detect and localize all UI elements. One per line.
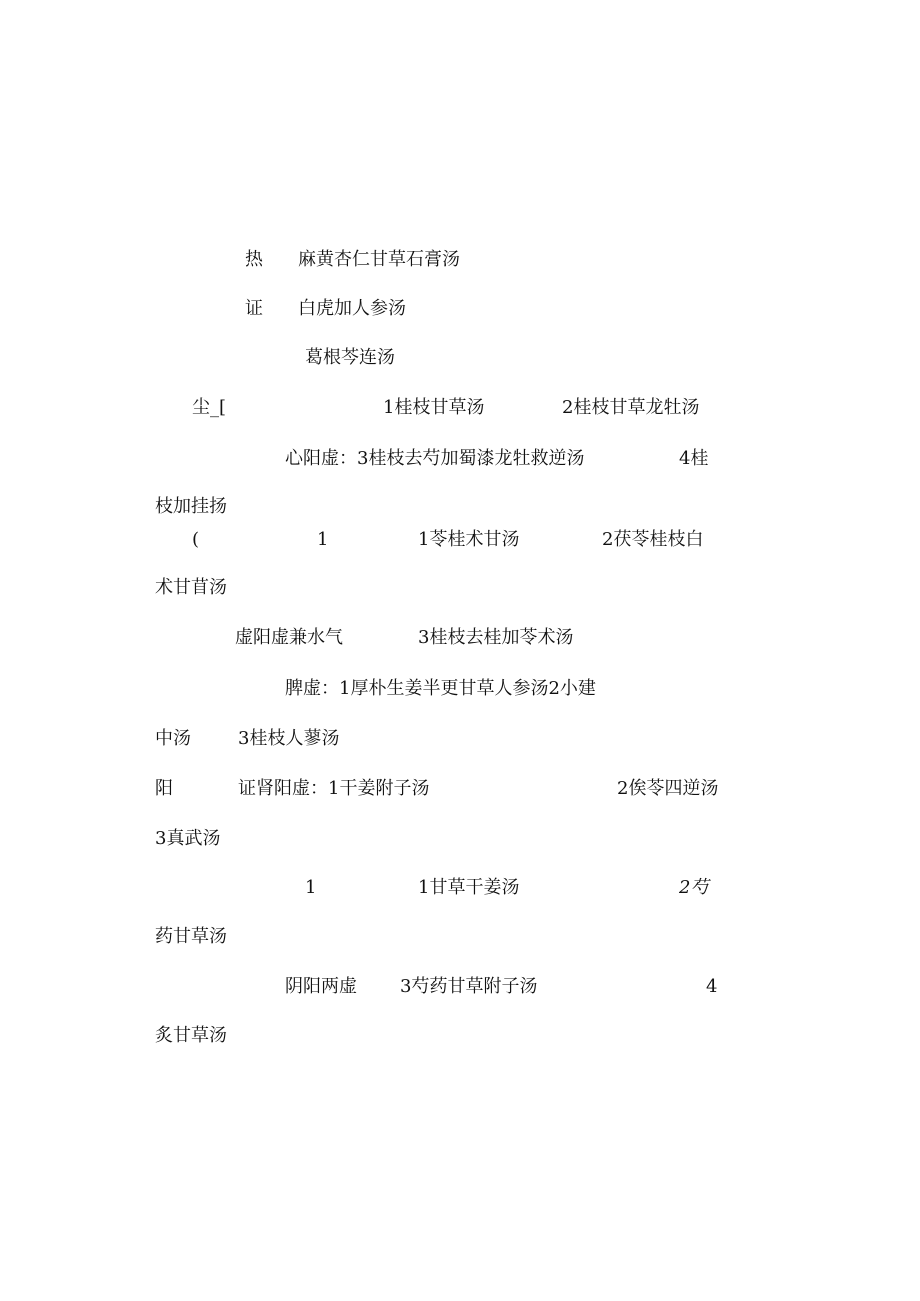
text-xin-yang-xu: 心阳虚：3桂枝去芍加蜀漆龙牡救逆汤 xyxy=(285,448,585,469)
text-zhu-gan-mu-tang: 术甘苜汤 xyxy=(155,577,227,598)
text-guizhi-gancao-longmu-tang: 2桂枝甘草龙牡汤 xyxy=(562,397,700,418)
text-yin-yang-liang-xu: 阴阳两虚 xyxy=(285,976,357,997)
text-1: 1 xyxy=(317,529,329,550)
text-ling-gui-zhu-gan-tang: 1苓桂术甘汤 xyxy=(418,529,520,550)
text-guizhi-qu-gui-jia-ling-zhu-tang: 3桂枝去桂加苓术汤 xyxy=(418,627,574,648)
text-guizhi-gancao-tang: 1桂枝甘草汤 xyxy=(383,397,485,418)
text-gancao-ganjiang-tang: 1甘草干姜汤 xyxy=(418,877,520,898)
text-shaoyao-gancao-fuzi-tang: 3芍药甘草附子汤 xyxy=(400,976,538,997)
text-re: 热 xyxy=(245,249,263,270)
text-fuling-sini-tang: 2俟苓四逆汤 xyxy=(617,778,719,799)
text-2-shao: 2芍 xyxy=(679,877,709,898)
text-mahuang-xingren-gancao-shigao-tang: 麻黄杏仁甘草石膏汤 xyxy=(298,249,460,270)
text-4b: 4 xyxy=(706,976,718,997)
text-chen-bracket: 尘_[ xyxy=(192,397,227,418)
text-zheng-shen-yang-xu: 证肾阳虚：1干姜附子汤 xyxy=(238,778,430,799)
text-guizhi-renshen-tang: 3桂枝人蓼汤 xyxy=(238,728,340,749)
text-yao-gancao-tang: 药甘草汤 xyxy=(155,926,227,947)
text-fuling-guizhi-bai: 2茯苓桂枝白 xyxy=(602,529,704,550)
text-paren: ( xyxy=(192,529,200,550)
text-zhi-gancao-tang: 炙甘草汤 xyxy=(155,1025,227,1046)
text-zheng: 证 xyxy=(245,298,263,319)
text-yang: 阳 xyxy=(155,778,173,799)
text-4-gui: 4桂 xyxy=(679,448,709,469)
text-baihu-jia-renshen-tang: 白虎加人参汤 xyxy=(298,298,406,319)
text-1b: 1 xyxy=(305,877,317,898)
text-zhi-jia-gui-yang: 枝加挂扬 xyxy=(155,496,227,517)
text-gegen-qinlian-tang: 葛根芩连汤 xyxy=(305,347,395,368)
text-zhong-tang: 中汤 xyxy=(155,728,191,749)
text-zhenwu-tang: 3真武汤 xyxy=(155,828,221,849)
text-xu-yang-xu-jian-shui-qi: 虚阳虚兼水气 xyxy=(235,627,343,648)
text-pi-xu: 脾虚：1厚朴生姜半更甘草人参汤2小建 xyxy=(285,678,596,699)
